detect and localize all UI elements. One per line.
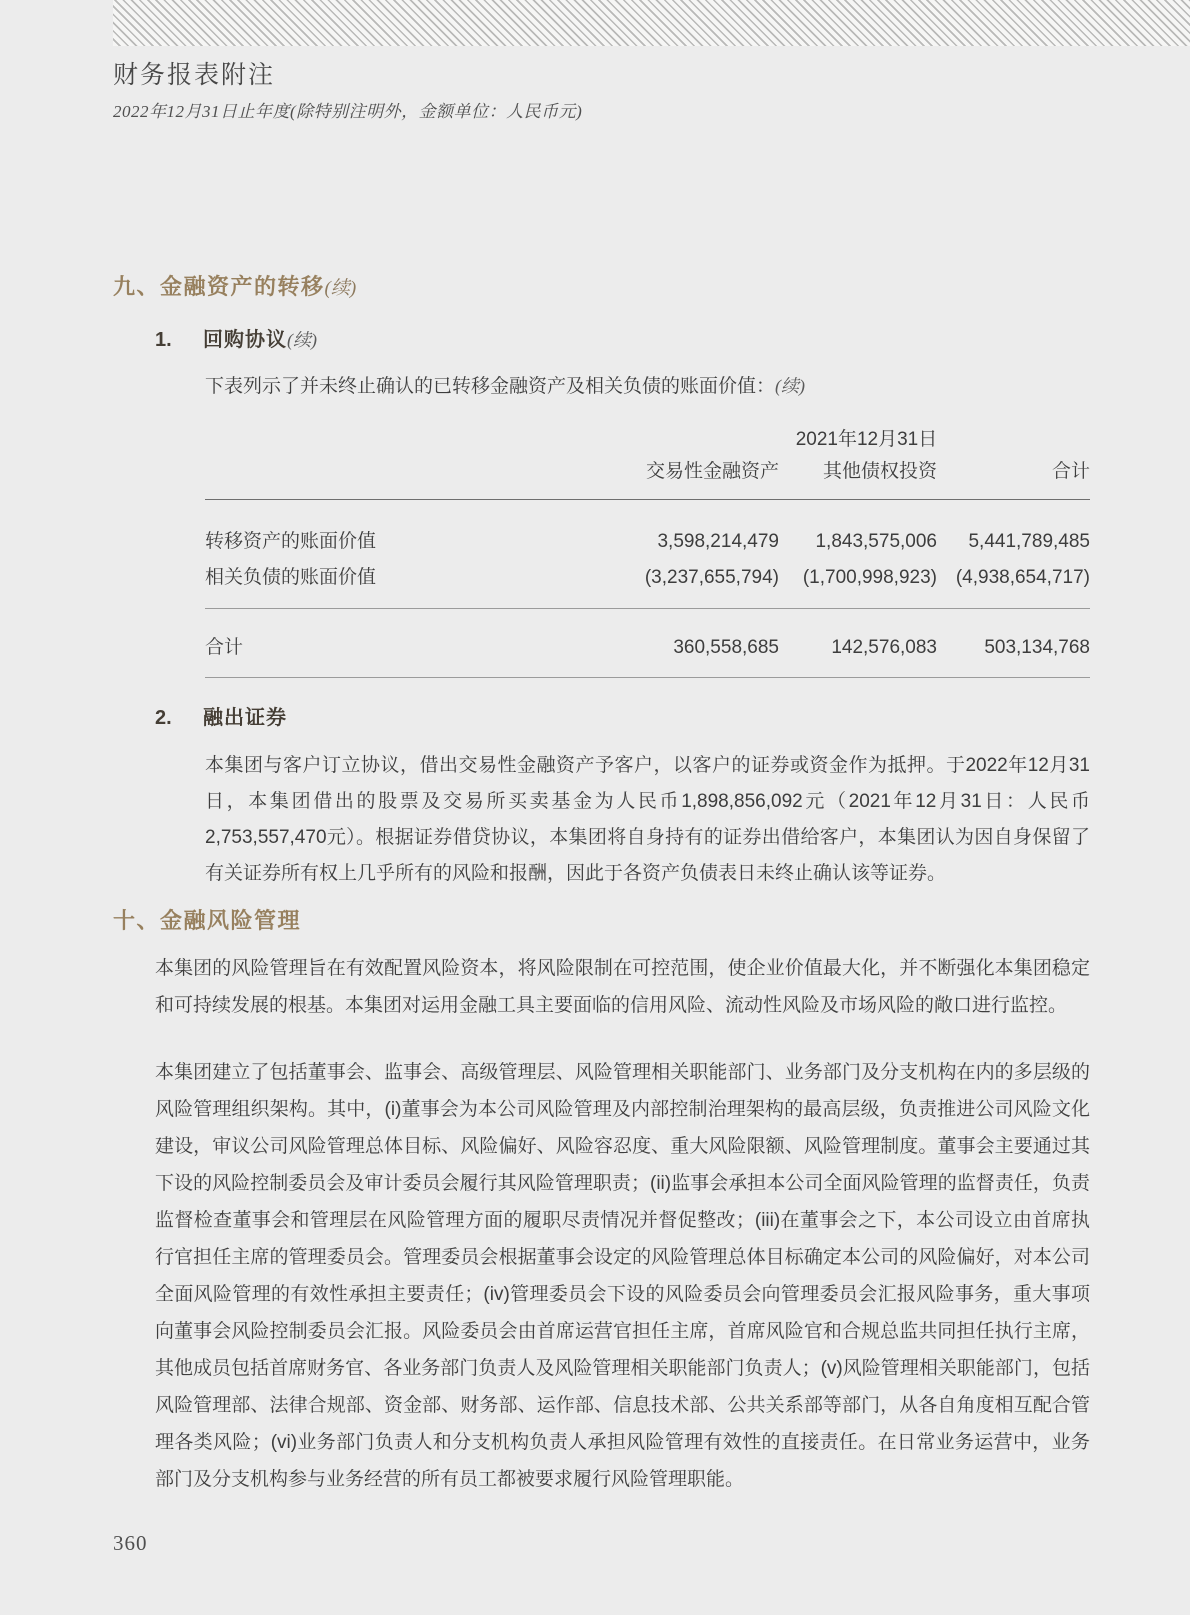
- table-row: [205, 524, 1090, 560]
- risk-management-paragraph-1: 本集团的风险管理旨在有效配置风险资本，将风险限制在可控范围，使企业价值最大化，并不断强化本集团稳定和可持续发展的根基。本集团对运用金融工具主要面临的信用风险、流动性风险及市场风险的敞口进行监控。: [155, 958, 1090, 1016]
- subsection-1-heading: [155, 326, 1190, 354]
- table-total-row: [205, 635, 1090, 661]
- page-title: 财务报表附注: [113, 62, 276, 89]
- table-row: [205, 560, 1090, 596]
- cell-value: (4,938,654,717): [955, 567, 1090, 588]
- subsection-1-continued-mark: (续): [287, 330, 317, 350]
- section-10-title: 十、金融风险管理: [113, 908, 302, 933]
- total-value: 360,558,685: [673, 637, 779, 658]
- page-number: 360: [113, 1531, 148, 1555]
- column-header-other-debt: 其他债权投资: [822, 461, 937, 482]
- total-value: 503,134,768: [984, 637, 1090, 658]
- cell-value: 1,843,575,006: [815, 531, 937, 552]
- row-label: 转移资产的账面价值: [205, 531, 377, 552]
- column-header-empty: [205, 459, 535, 485]
- cell-value: (1,700,998,923): [802, 567, 937, 588]
- repurchase-table: [205, 427, 1090, 678]
- table-intro-text: 下表列示了并未终止确认的已转移金融资产及相关负债的账面价值：(续): [205, 376, 806, 397]
- subsection-2-title: 融出证券: [203, 707, 287, 729]
- cell-value: 3,598,214,479: [657, 531, 779, 552]
- intro-continued-mark: (续): [775, 376, 806, 396]
- table-period-header: 2021年12月31日: [795, 429, 938, 450]
- table-body: [205, 500, 1090, 609]
- total-label: 合计: [205, 637, 244, 658]
- subsection-1-title: 回购协议: [203, 329, 287, 351]
- section-9-continued-mark: (续): [324, 278, 357, 299]
- cell-value: (3,237,655,794): [644, 567, 779, 588]
- subsection-2-number: 2.: [155, 707, 172, 729]
- table-total-section: [205, 609, 1090, 678]
- section-9-title: 九、金融资产的转移: [113, 274, 325, 299]
- section-10-heading: [113, 906, 1190, 936]
- subsection-1-number: 1.: [155, 329, 172, 351]
- page-subtitle: 2022年12月31日止年度(除特别注明外，金额单位：人民币元): [113, 102, 583, 121]
- subsection-2-heading: [155, 704, 1190, 732]
- hatch-pattern-band: [113, 0, 1190, 46]
- risk-management-paragraph-2: 本集团建立了包括董事会、监事会、高级管理层、风险管理相关职能部门、业务部门及分支机构在内的多层级的风险管理组织架构。其中，(i)董事会为本公司风险管理及内部控制治理架构的最高层级，负责推进公司风险文化建设，审议公司风险管理总体目标、风险偏好、风险容忍度、重大风险限额、风险管理制度。董事会主要通过其下设的风险控制委员会及审计委员会履行其风险管理职责；(ii)监事会承担本公司全面风险管理的监督责任，负责监督检查董事会和管理层在风险管理方面的履职尽责情况并督促整改；(iii)在董事会之下，本公司设立由首席执行官担任主席的管理委员会。管理委员会根据董事会设定的风险管理总体目标确定本公司的风险偏好，对本公司全面风险管理的有效性承担主要责任；(iv)管理委员会下设的风险委员会向管理委员会汇报风险事务，重大事项向董事会风险控制委员会汇报。风险委员会由首席运营官担任主席，首席风险官和合规总监共同担任执行主席，其他成员包括首席财务官、各业务部门负责人及风险管理相关职能部门负责人；(v)风险管理相关职能部门，包括风险管理部、法律合规部、资金部、财务部、运作部、信息技术部、公共关系部等部门，从各自角度相互配合管理各类风险；(vi)业务部门负责人和分支机构负责人承担风险管理有效性的直接责任。在日常业务运营中，业务部门及分支机构参与业务经营的所有员工都被要求履行风险管理职能。: [155, 1062, 1090, 1490]
- row-label: 相关负债的账面价值: [205, 567, 377, 588]
- section-9-heading: [113, 272, 1190, 304]
- securities-lending-paragraph: 本集团与客户订立协议，借出交易性金融资产予客户，以客户的证券或资金作为抵押。于2022年12月31日，本集团借出的股票及交易所买卖基金为人民币1,898,856,092元（2021年12月31日：人民币2,753,557,470元）。根据证券借贷协议，本集团将自身持有的证券出借给客户，本集团认为因自身保留了有关证券所有权上几乎所有的风险和报酬，因此于各资产负债表日未终止确认该等证券。: [205, 755, 1090, 884]
- table-column-headers: [205, 459, 1090, 500]
- column-header-total: 合计: [1051, 461, 1090, 482]
- total-value: 142,576,083: [831, 637, 937, 658]
- cell-value: 5,441,789,485: [968, 531, 1090, 552]
- column-header-trading-assets: 交易性金融资产: [645, 461, 779, 482]
